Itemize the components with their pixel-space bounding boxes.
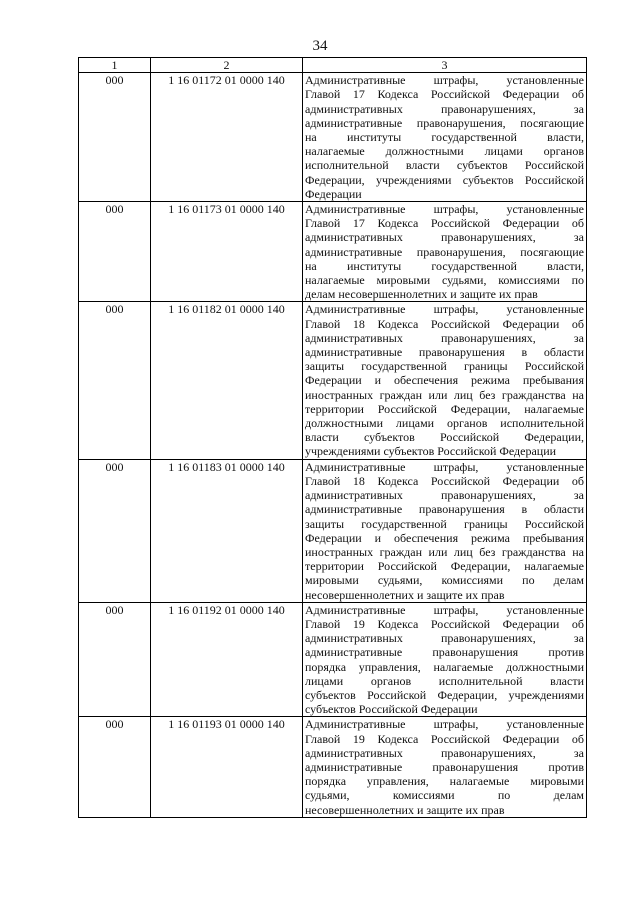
- description-line: порядка управления, налагаемые мировыми: [305, 774, 584, 789]
- budget-classification-code-cell: 1 16 01183 01 0000 140: [151, 459, 303, 602]
- table-row: [79, 717, 587, 817]
- admin-code-cell: 000: [79, 602, 151, 717]
- description-line: административные правонарушения, посягающие: [305, 115, 584, 130]
- description-cell: [303, 73, 587, 202]
- description-line: административных правонарушениях, за: [305, 230, 584, 245]
- description-line: административных правонарушениях, за: [305, 330, 584, 345]
- table-body: [79, 73, 587, 818]
- admin-code-cell: 000: [79, 717, 151, 817]
- description-line: Административные штрафы, установленные: [305, 202, 584, 217]
- description-cell: [303, 459, 587, 602]
- description-line: на институты государственной власти,: [305, 130, 584, 145]
- description-line: делам несовершеннолетних и защите их прав: [305, 287, 538, 302]
- description-line: Федерации и обеспечения режима пребывания: [305, 373, 584, 388]
- description-line: иностранных граждан или лиц без гражданства на: [305, 544, 584, 559]
- description-line: Административные штрафы, установленные: [305, 602, 584, 617]
- description-line: административные правонарушения против: [305, 759, 584, 774]
- description-line: административные правонарушения против: [305, 645, 584, 660]
- description-line: защиты государственной границы Российской: [305, 516, 584, 531]
- description-line: административных правонарушениях, за: [305, 101, 584, 116]
- description-cell: [303, 202, 587, 302]
- admin-code-cell: 000: [79, 73, 151, 202]
- description-line: иностранных граждан или лиц без гражданства на: [305, 387, 584, 402]
- description-line: защиты государственной границы Российской: [305, 359, 584, 374]
- description-line: власти субъектов Российской Федерации,: [305, 430, 584, 445]
- description-line: Административные штрафы, установленные: [305, 73, 584, 88]
- description-line: субъектов Российской Федерации, учреждениями: [305, 687, 584, 702]
- description-line: Главой 19 Кодекса Российской Федерации об: [305, 616, 584, 631]
- budget-classification-code-cell: 1 16 01193 01 0000 140: [151, 717, 303, 817]
- description-line: налагаемые мировыми судьями, комиссиями по: [305, 273, 584, 288]
- page-number: 34: [312, 38, 328, 54]
- description-line: Административные штрафы, установленные: [305, 459, 584, 474]
- description-line: административные правонарушения в области: [305, 502, 584, 517]
- description-line: на институты государственной власти,: [305, 258, 584, 273]
- description-line: Федерации и обеспечения режима пребывания: [305, 530, 584, 545]
- description-cell: [303, 302, 587, 459]
- admin-code-cell: 000: [79, 202, 151, 302]
- description-line: должностными лицами органов исполнительной: [305, 416, 584, 431]
- budget-classification-code-cell: 1 16 01172 01 0000 140: [151, 73, 303, 202]
- description-line: несовершеннолетних и защите их прав: [305, 802, 505, 817]
- description-line: судьями, комиссиями по делам: [305, 788, 584, 803]
- description-line: Главой 17 Кодекса Российской Федерации об: [305, 216, 584, 231]
- description-cell: [303, 717, 587, 817]
- description-line: административных правонарушениях, за: [305, 631, 584, 646]
- description-line: территории Российской Федерации, налагаемые: [305, 401, 584, 416]
- table-row: [79, 202, 587, 302]
- description-line: территории Российской Федерации, налагаемые: [305, 559, 584, 574]
- budget-classification-code-cell: 1 16 01182 01 0000 140: [151, 302, 303, 459]
- description-line: Главой 19 Кодекса Российской Федерации об: [305, 731, 584, 746]
- column-header-2: 2: [151, 58, 303, 73]
- admin-code-cell: 000: [79, 302, 151, 459]
- description-line: налагаемые должностными лицами органов: [305, 144, 584, 159]
- budget-classification-code-cell: 1 16 01192 01 0000 140: [151, 602, 303, 717]
- admin-code-cell: 000: [79, 459, 151, 602]
- table-header: [79, 58, 587, 73]
- description-line: Главой 17 Кодекса Российской Федерации об: [305, 87, 584, 102]
- budget-classification-code-cell: 1 16 01173 01 0000 140: [151, 202, 303, 302]
- description-line: мировыми судьями, комиссиями по делам: [305, 573, 584, 588]
- description-line: исполнительной власти субъектов Российской: [305, 158, 584, 173]
- description-line: Административные штрафы, установленные: [305, 717, 584, 732]
- column-header-1: 1: [79, 58, 151, 73]
- description-line: порядка управления, налагаемые должностными: [305, 659, 584, 674]
- header-row: [79, 58, 587, 73]
- table-row: [79, 602, 587, 717]
- description-line: Федерации, учреждениями субъектов Российской: [305, 172, 584, 187]
- description-line: лицами органов исполнительной власти: [305, 673, 584, 688]
- description-line: несовершеннолетних и защите их прав: [305, 587, 505, 602]
- description-line: учреждениями субъектов Российской Федерации: [305, 444, 557, 459]
- table-row: [79, 459, 587, 602]
- description-line: субъектов Российской Федерации: [305, 702, 478, 717]
- description-line: административные правонарушения, посягающие: [305, 244, 584, 259]
- description-cell: [303, 602, 587, 717]
- description-line: административные правонарушения в области: [305, 345, 584, 360]
- budget-codes-table: [78, 57, 587, 818]
- description-line: Административные штрафы, установленные: [305, 302, 584, 317]
- column-header-3: 3: [303, 58, 587, 73]
- table-row: [79, 73, 587, 202]
- table-row: [79, 302, 587, 459]
- description-line: Главой 18 Кодекса Российской Федерации об: [305, 316, 584, 331]
- description-line: административных правонарушениях, за: [305, 488, 584, 503]
- description-line: административных правонарушениях, за: [305, 745, 584, 760]
- description-line: Главой 18 Кодекса Российской Федерации об: [305, 473, 584, 488]
- description-line: Федерации: [305, 186, 362, 201]
